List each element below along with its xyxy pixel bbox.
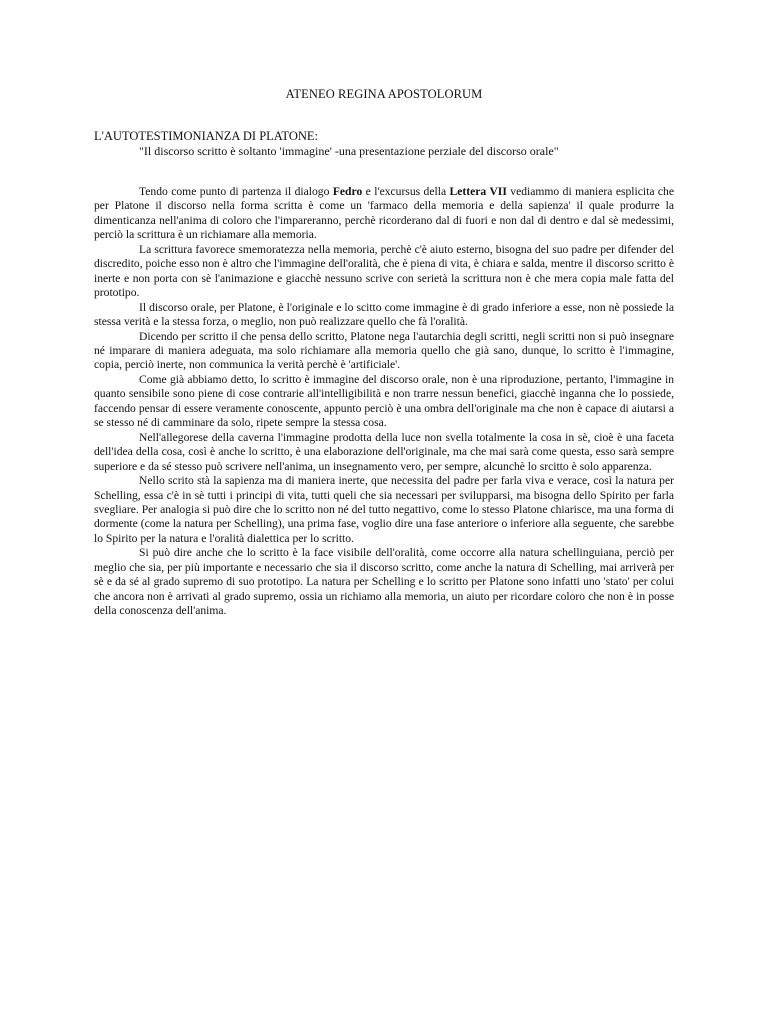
paragraph-intro: [94, 185, 674, 243]
essay-subtitle: "Il discorso scritto è soltanto 'immagine' -una presentazione perziale del discorso orale": [139, 144, 559, 158]
intro-text-2: e l'excursus della: [362, 185, 450, 198]
essay-title: L'AUTOTESTIMONIANZA DI PLATONE:: [94, 129, 318, 143]
paragraph: Dicendo per scritto il che pensa dello scritto, Platone nega l'autarchia degli scritti, negli scritti non si può insegnare né imparare di maniera adeguata, ma solo richiamare alla memoria quello che già sano, dunque, lo scritto è l'immagine, copia, perciò inerte, non communica la verità perchè è 'artificiale'.: [94, 329, 674, 372]
paragraph: La scrittura favorece smemoratezza nella memoria, perchè c'è aiuto esterno, bisogna del suo padre per difender del discredito, poiche esso non è altro che l'immagine dell'oralità, che è piena di vita, è chiara e salda, mentre il discorso scritto è inerte e non porta con sè l'animazione e giacchè nessuno scrive con serietà la scrittura non è che mera copia male fatta del prototipo.: [94, 242, 674, 300]
paragraph: Nell'allegorese della caverna l'immagine prodotta della luce non svella totalmente la cosa in sè, cioè è una faceta dell'idea della cosa, così è anche lo scritto, è una elaborazione dell'originale, ma che mai sarà come questa, esso sarà sempre superiore e da sé stesso può scrivere nell'anima, un insegnamento vero, per sempre, alcunchè lo srcitto è solo apparenza.: [94, 430, 674, 473]
intro-text-3: vediammo di maniera esplicita che per Platone il discorso nella forma scritta è come un 'farmaco della memoria e della sapienza' il quale produrre la dimenticanza nell'anima di coloro che l'impareranno, perchè ricorderano dal di fuori e non dal di dentro e dal sè medessimi, perciò la scrittura è un richiamare alla memoria.: [94, 185, 674, 242]
paragraph: Come già abbiamo detto, lo scritto è immagine del discorso orale, non è una riproduzione, pertanto, l'immagine in quanto sensibile sono piene di cose contrarie all'intelligibilità e non trarre nessun benefici, giacchè inganna che lo possiede, faccendo pensar di essere veramente conoscente, appunto perciò è una ombra dell'originale ma che non è capace di aiutarsi a se stesso né di camminare da solo, ripete sempre la stessa cosa.: [94, 372, 674, 430]
institution-title: ATENEO REGINA APOSTOLORUM: [285, 87, 483, 101]
paragraph: Si può dire anche che lo scritto è la face visibile dell'oralità, come occorre alla natura schellinguiana, perciò per meglio che sia, per più importante e necessario che sia il discorso scritto, come anche la natura di Schelling, mai arriverà per sè e da sé al grado supremo di suo prototipo. La natura per Schelling e lo scritto per Platone sono infatti uno 'stato' per colui che ancora non è arrivati al grado supremo, ossia un richiamo alla memoria, un aiuto per ricordare coloro che non è in posse della conoscenza dell'anima.: [94, 546, 674, 618]
paragraph: Il discorso orale, per Platone, è l'originale e lo scitto come immagine è di grado inferiore a esse, non nè possiede la stessa verità e la stessa forza, o meglio, non può realizzare quello che fà l'oralità.: [94, 300, 674, 329]
intro-text-1: Tendo come punto di partenza il dialogo: [139, 185, 333, 198]
essay-body: [94, 185, 674, 619]
work-title-lettera: Lettera VII: [449, 185, 507, 198]
work-title-fedro: Fedro: [332, 185, 363, 198]
paragraph: Nello scrito stà la sapienza ma di maniera inerte, que necessita del padre per farla viva e verace, così la natura per Schelling, essa c'è in sè tutti i principi di vita, tutti queli che sia necessari per svilupparsi, ma bisogna dello Spirito per farla svegliare. Per analogia si può dire che lo scritto non né del tutto negattivo, come lo stesso Platone chiarisce, ma una forma di dormente (come la natura per Schelling), una prima fase, voglio dire una fase anteriore o inferiore alla seguente, che sarebbe lo Spirito per la natura e l'oralità dialettica per lo scritto.: [94, 474, 674, 545]
